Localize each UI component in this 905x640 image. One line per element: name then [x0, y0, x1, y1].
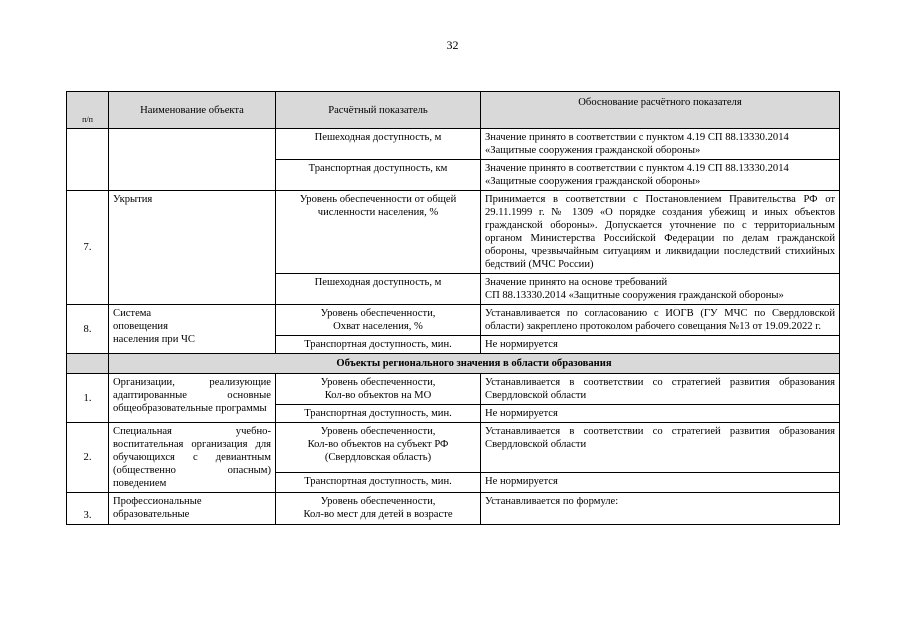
indicator-line: Охват населения, % [333, 321, 423, 332]
section-row [67, 354, 840, 374]
cell-indicator [276, 493, 481, 525]
section-num-cell [67, 354, 109, 374]
indicator-line: Кол-во объектов на МО [324, 390, 432, 401]
table-row [67, 493, 840, 525]
cell-object-name [109, 493, 276, 525]
header-num: п/п [67, 92, 109, 129]
table-row [67, 374, 840, 405]
cell-basis: Значение принято в соответствии с пунктом 4.19 СП 88.13330.2014 «Защитные сооружения гражданской обороны» [481, 160, 840, 191]
cell-object-name: Организации, реализующие адаптированные основные общеобразовательные программы [109, 374, 276, 423]
cell-num [67, 129, 109, 191]
cell-num: 3. [67, 493, 109, 525]
cell-indicator: Транспортная доступность, км [276, 160, 481, 191]
cell-object-name: Специальная учебно-воспитательная организация для обучающихся с девиантным (общественно опасным) поведением [109, 423, 276, 493]
cell-num: 8. [67, 305, 109, 354]
cell-basis: Устанавливается по согласованию с ИОГВ (ГУ МЧС по Свердловской области) закреплено протоколом рабочего совещания №13 от 19.09.2022 г. [481, 305, 840, 336]
name-line: Профессиональные [113, 496, 202, 507]
indicator-line: Уровень обеспеченности, [320, 496, 436, 507]
cell-num: 7. [67, 191, 109, 305]
header-basis: Обоснование расчётного показателя [481, 92, 840, 129]
cell-num: 2. [67, 423, 109, 493]
indicator-line: Уровень обеспеченности, [320, 426, 436, 437]
basis-line: СП 88.13330.2014 «Защитные сооружения гражданской обороны» [485, 290, 784, 301]
cell-object-name [109, 129, 276, 191]
indicator-line: Уровень обеспеченности, [320, 377, 436, 388]
page-number: 32 [446, 38, 459, 52]
indicator-line: Кол-во мест для детей в возрасте [303, 509, 453, 520]
cell-indicator: Пешеходная доступность, м [276, 274, 481, 305]
table-row [67, 305, 840, 336]
table-row [67, 423, 840, 473]
standards-table [66, 91, 840, 525]
name-line: оповещения [113, 321, 168, 332]
cell-basis [481, 274, 840, 305]
name-line: образовательные [113, 509, 190, 520]
section-title: Объекты регионального значения в области образования [109, 354, 840, 374]
cell-indicator [276, 423, 481, 473]
name-line: населения при ЧС [113, 334, 195, 345]
cell-basis: Устанавливается в соответствии со стратегией развития образования Свердловской области [481, 423, 840, 473]
indicator-line: Уровень обеспеченности, [320, 308, 436, 319]
cell-indicator: Транспортная доступность, мин. [276, 405, 481, 423]
header-indicator: Расчётный показатель [276, 92, 481, 129]
cell-indicator: Транспортная доступность, мин. [276, 472, 481, 492]
cell-basis: Не нормируется [481, 405, 840, 423]
cell-basis: Значение принято в соответствии с пунктом 4.19 СП 88.13330.2014 «Защитные сооружения гражданской обороны» [481, 129, 840, 160]
cell-object-name [109, 305, 276, 354]
cell-basis: Устанавливается по формуле: [481, 493, 840, 525]
header-object-name: Наименование объекта [109, 92, 276, 129]
cell-basis: Устанавливается в соответствии со стратегией развития образования Свердловской области [481, 374, 840, 405]
cell-indicator: Уровень обеспеченности от общей численности населения, % [276, 191, 481, 274]
table-header-row [67, 92, 840, 129]
cell-basis: Принимается в соответствии с Постановлением Правительства РФ от 29.11.1999 г. № 1309 «О порядке создания убежищ и иных объектов гражданской обороны». Допускается уточнение по с территориальным органом Министерства Российской Федерации по делам гражданской обороны, чрезвычайным ситуациям и ликвидации последствий стихийных бедствий (МЧС России) [481, 191, 840, 274]
basis-line: Значение принято на основе требований [485, 277, 668, 288]
cell-indicator: Пешеходная доступность, м [276, 129, 481, 160]
cell-basis: Не нормируется [481, 472, 840, 492]
name-line: Система [113, 308, 152, 319]
cell-indicator: Транспортная доступность, мин. [276, 336, 481, 354]
cell-object-name: Укрытия [109, 191, 276, 305]
indicator-line: Кол-во объектов на субъект РФ [307, 439, 449, 450]
cell-basis: Не нормируется [481, 336, 840, 354]
table-row [67, 129, 840, 160]
indicator-line: (Свердловская область) [324, 452, 432, 463]
cell-num: 1. [67, 374, 109, 423]
cell-indicator [276, 305, 481, 336]
table-row [67, 191, 840, 274]
cell-indicator [276, 374, 481, 405]
